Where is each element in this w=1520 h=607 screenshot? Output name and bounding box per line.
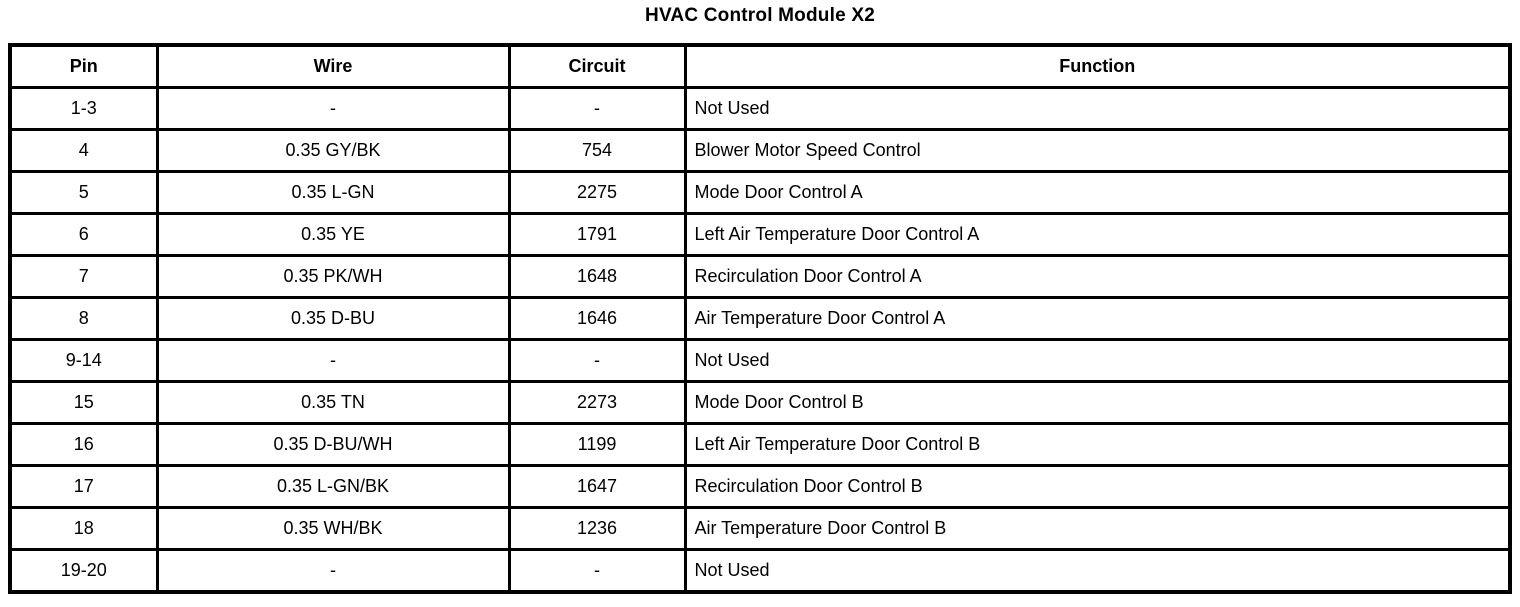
pin-cell: 6 xyxy=(10,214,157,256)
pin-cell: 19-20 xyxy=(10,550,157,593)
function-cell: Left Air Temperature Door Control B xyxy=(685,424,1510,466)
table-row xyxy=(10,88,1510,130)
function-cell: Mode Door Control A xyxy=(685,172,1510,214)
table-row xyxy=(10,256,1510,298)
pin-cell: 16 xyxy=(10,424,157,466)
wire-cell: 0.35 L-GN xyxy=(157,172,509,214)
pin-cell: 17 xyxy=(10,466,157,508)
pin-cell: 7 xyxy=(10,256,157,298)
page-title: HVAC Control Module X2 xyxy=(645,5,875,26)
circuit-cell: - xyxy=(509,88,685,130)
circuit-cell: 1647 xyxy=(509,466,685,508)
table-row xyxy=(10,214,1510,256)
pin-cell: 4 xyxy=(10,130,157,172)
column-header-function: Function xyxy=(685,45,1510,88)
header-row xyxy=(10,45,1510,88)
table-row xyxy=(10,466,1510,508)
circuit-cell: 2275 xyxy=(509,172,685,214)
function-cell: Not Used xyxy=(685,340,1510,382)
function-cell: Not Used xyxy=(685,88,1510,130)
pin-cell: 9-14 xyxy=(10,340,157,382)
pinout-table xyxy=(8,43,1512,594)
function-cell: Mode Door Control B xyxy=(685,382,1510,424)
table-row xyxy=(10,130,1510,172)
table-body xyxy=(10,88,1510,593)
table-row xyxy=(10,382,1510,424)
table-row xyxy=(10,424,1510,466)
circuit-cell: 1791 xyxy=(509,214,685,256)
pin-cell: 5 xyxy=(10,172,157,214)
table-row xyxy=(10,550,1510,593)
column-header-pin: Pin xyxy=(10,45,157,88)
table-row xyxy=(10,298,1510,340)
circuit-cell: 1648 xyxy=(509,256,685,298)
wire-cell: 0.35 YE xyxy=(157,214,509,256)
wire-cell: 0.35 TN xyxy=(157,382,509,424)
circuit-cell: 1646 xyxy=(509,298,685,340)
function-cell: Not Used xyxy=(685,550,1510,593)
table-row xyxy=(10,172,1510,214)
function-cell: Air Temperature Door Control B xyxy=(685,508,1510,550)
pin-cell: 8 xyxy=(10,298,157,340)
wire-cell: - xyxy=(157,340,509,382)
wire-cell: - xyxy=(157,550,509,593)
function-cell: Air Temperature Door Control A xyxy=(685,298,1510,340)
wire-cell: 0.35 PK/WH xyxy=(157,256,509,298)
circuit-cell: 1199 xyxy=(509,424,685,466)
circuit-cell: - xyxy=(509,550,685,593)
pin-cell: 1-3 xyxy=(10,88,157,130)
pin-cell: 15 xyxy=(10,382,157,424)
circuit-cell: 754 xyxy=(509,130,685,172)
table-row xyxy=(10,340,1510,382)
pin-cell: 18 xyxy=(10,508,157,550)
wire-cell: 0.35 WH/BK xyxy=(157,508,509,550)
table-row xyxy=(10,508,1510,550)
column-header-circuit: Circuit xyxy=(509,45,685,88)
column-header-wire: Wire xyxy=(157,45,509,88)
circuit-cell: - xyxy=(509,340,685,382)
circuit-cell: 2273 xyxy=(509,382,685,424)
wire-cell: - xyxy=(157,88,509,130)
function-cell: Blower Motor Speed Control xyxy=(685,130,1510,172)
wire-cell: 0.35 D-BU xyxy=(157,298,509,340)
wire-cell: 0.35 D-BU/WH xyxy=(157,424,509,466)
function-cell: Recirculation Door Control A xyxy=(685,256,1510,298)
wire-cell: 0.35 GY/BK xyxy=(157,130,509,172)
function-cell: Left Air Temperature Door Control A xyxy=(685,214,1510,256)
wire-cell: 0.35 L-GN/BK xyxy=(157,466,509,508)
circuit-cell: 1236 xyxy=(509,508,685,550)
function-cell: Recirculation Door Control B xyxy=(685,466,1510,508)
